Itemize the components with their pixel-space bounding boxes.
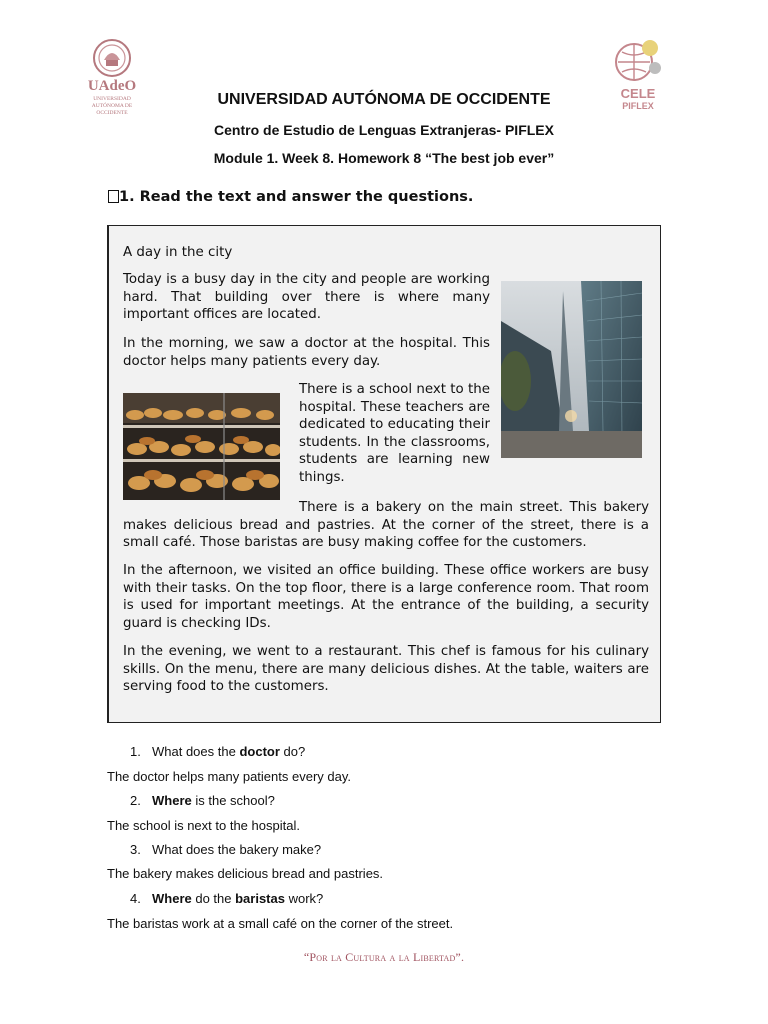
reading-paragraph: Today is a busy day in the city and people are working hard. That building over there is where many important offices are located.	[123, 272, 490, 323]
checkbox-glyph	[108, 190, 119, 203]
reading-paragraph: There is a bakery on the main street. This bakery makes delicious bread and pastries. At the corner of the street, there is a small café. Those baristas are busy making coffee for the customers.	[123, 500, 649, 551]
svg-text:OCCIDENTE: OCCIDENTE	[96, 110, 128, 116]
question-number: 2.	[130, 793, 141, 808]
reading-box	[107, 225, 661, 723]
answer-2: The school is next to the hospital.	[107, 818, 300, 833]
question-4	[130, 891, 323, 906]
svg-text:AUTÓNOMA DE: AUTÓNOMA DE	[91, 103, 133, 109]
module-title: Module 1. Week 8. Homework 8 “The best job ever”	[213, 150, 555, 166]
question-1	[130, 744, 305, 759]
question-number: 4.	[130, 891, 141, 906]
question-keyword: Where	[152, 891, 192, 906]
bakery-pastries-photo	[123, 393, 280, 500]
svg-text:UNIVERSIDAD: UNIVERSIDAD	[93, 96, 131, 102]
reading-paragraph: There is a school next to the hospital. These teachers are dedicated to educating their students. In the classrooms, students are learning new things.	[299, 382, 490, 485]
university-title: UNIVERSIDAD AUTÓNOMA DE OCCIDENTE	[217, 91, 551, 108]
question-text: What does the	[152, 744, 240, 759]
city-buildings-photo	[501, 281, 642, 458]
question-number: 3.	[130, 842, 141, 857]
answer-1: The doctor helps many patients every day.	[107, 769, 351, 784]
reading-paragraph: In the morning, we saw a doctor at the hospital. This doctor helps many patients every day.	[123, 336, 490, 369]
reading-title: A day in the city	[123, 245, 233, 260]
answer-4: The baristas work at a small café on the corner of the street.	[107, 916, 454, 931]
question-number: 1.	[130, 744, 141, 759]
footer-motto: “Por la Cultura a la Libertad”.	[303, 950, 465, 964]
question-3	[130, 842, 321, 857]
center-title: Centro de Estudio de Lenguas Extranjeras- PIFLEX	[214, 122, 554, 138]
question-2	[130, 793, 275, 808]
question-text: do?	[279, 744, 306, 759]
question-keyword: baristas	[235, 891, 285, 906]
question-keyword: doctor	[239, 744, 280, 759]
svg-text:UAdeO: UAdeO	[87, 78, 137, 94]
question-text: is the school?	[191, 793, 275, 808]
svg-text:PIFLEX: PIFLEX	[622, 101, 654, 111]
answer-3: The bakery makes delicious bread and pastries.	[107, 866, 384, 881]
question-text: work?	[284, 891, 324, 906]
instruction: 1. Read the text and answer the questions.	[108, 189, 473, 205]
question-text: do the	[191, 891, 236, 906]
reading-paragraph: In the evening, we went to a restaurant. This chef is famous for his culinary skills. On the menu, there are many delicious dishes. At the table, waiters are serving food to the customers.	[123, 644, 649, 695]
question-text: What does the bakery make?	[152, 842, 322, 857]
svg-text:CELE: CELE	[620, 86, 656, 101]
reading-paragraph: In the afternoon, we visited an office building. These office workers are busy with their tasks. On the top floor, there is a large conference room. That room is used for important meetings. At the entrance of the building, a security guard is checking IDs.	[123, 563, 649, 631]
question-keyword: Where	[152, 793, 192, 808]
